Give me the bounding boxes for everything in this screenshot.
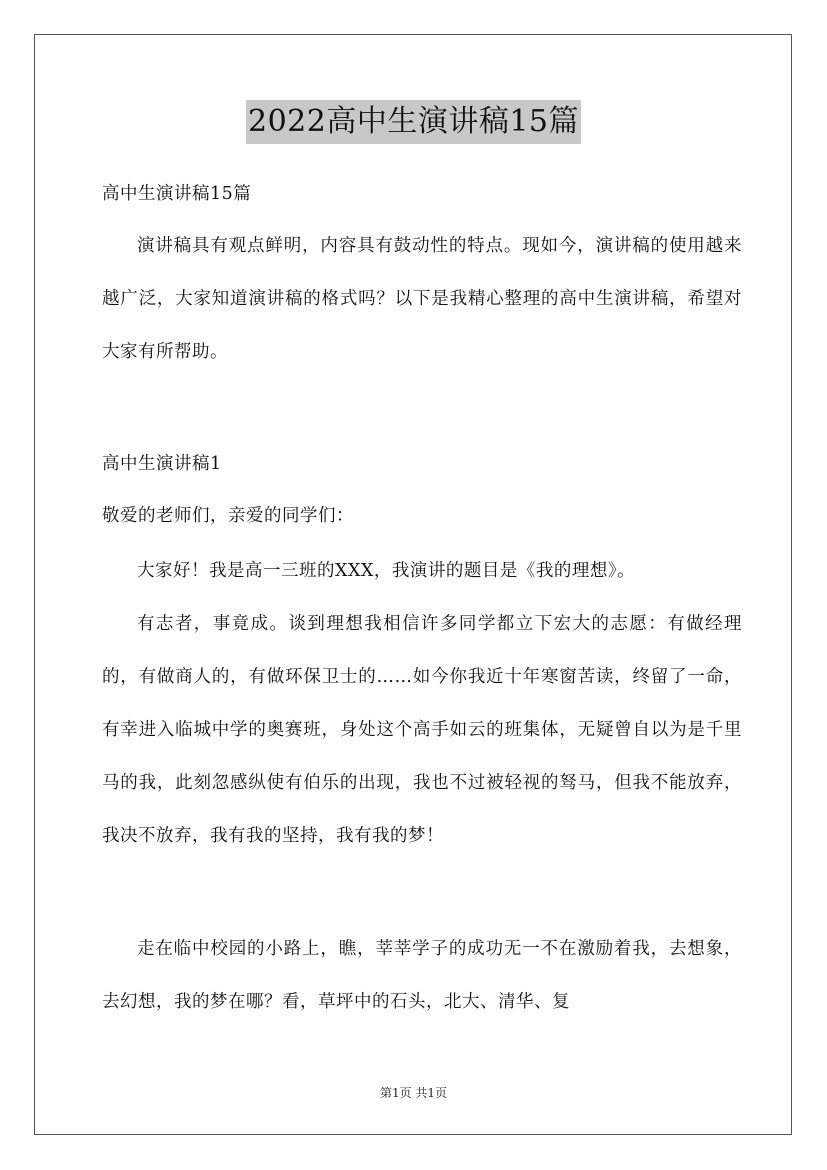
hello-paragraph: 大家好！我是高一三班的XXX，我演讲的题目是《我的理想》。 xyxy=(137,561,636,581)
greeting-line: 敬爱的老师们，亲爱的同学们： xyxy=(102,506,354,526)
page-number-label: 第1页 共1页 xyxy=(379,1086,448,1100)
intro-paragraph: 演讲稿具有观点鲜明，内容具有鼓动性的特点。现如今，演讲稿的使用越来越广泛，大家知道演讲稿的格式吗？以下是我精心整理的高中生演讲稿，希望对大家有所帮助。 xyxy=(102,236,742,362)
body-paragraph-2: 走在临中校园的小路上，瞧，莘莘学子的成功无一不在激励着我，去想象，去幻想，我的梦在哪？看，草坪中的石头，北大、清华、复 xyxy=(102,939,742,1012)
title-container xyxy=(0,100,827,144)
document-title: 2022高中生演讲稿15篇 xyxy=(246,100,581,144)
document-subtitle: 高中生演讲稿15篇 xyxy=(102,184,252,204)
page-footer xyxy=(0,1084,827,1101)
section-heading: 高中生演讲稿1 xyxy=(102,454,222,474)
body-paragraph-1: 有志者，事竟成。谈到理想我相信许多同学都立下宏大的志愿：有做经理的，有做商人的，有做环保卫士的……如今你我近十年寒窗苦读，终留了一命，有幸进入临城中学的奥赛班，身处这个高手如云的班集体，无疑曾自以为是千里马的我，此刻忽感纵使有伯乐的出现，我也不过被轻视的驽马，但我不能放弃，我决不放弃，我有我的坚持，我有我的梦！ xyxy=(102,614,742,846)
